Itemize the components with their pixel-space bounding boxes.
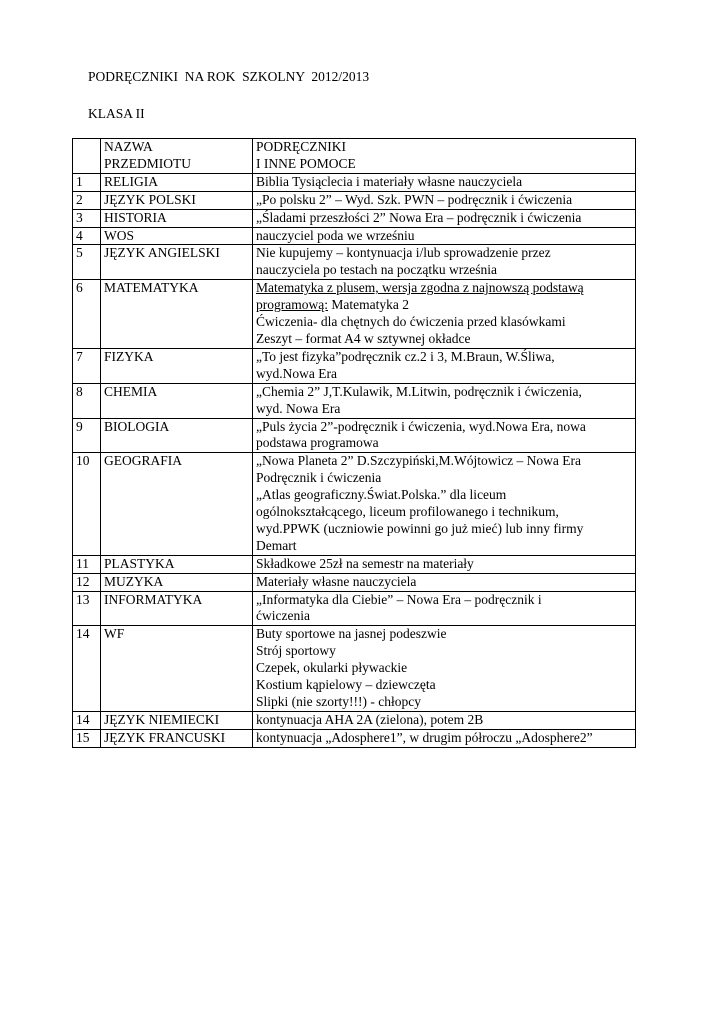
row-number-cell: 5	[73, 245, 101, 280]
materials-line: ogólnokształcącego, liceum profilowanego i technikum,	[256, 504, 559, 520]
subject-name-cell: WOS	[101, 227, 253, 245]
materials-text: Matematyka 2	[327, 297, 409, 313]
materials-line: ćwiczenia	[256, 608, 310, 624]
materials-line: Czepek, okularki pływackie	[256, 660, 408, 676]
materials-line: Składkowe 25zł na semestr na materiały	[256, 555, 474, 571]
subject-name-cell: CHEMIA	[101, 383, 253, 418]
materials-cell	[253, 729, 636, 747]
row-number-cell: 15	[73, 729, 101, 747]
class-heading: KLASA II	[88, 106, 145, 121]
textbook-table	[72, 138, 636, 748]
row-number-cell: 6	[73, 280, 101, 349]
table-row	[73, 711, 636, 729]
materials-line	[256, 280, 632, 297]
materials-cell	[253, 573, 636, 591]
materials-cell	[253, 383, 636, 418]
materials-line: „Puls życia 2”-podręcznik i ćwiczenia, wyd.Nowa Era, nowa	[256, 418, 586, 434]
table-row	[73, 555, 636, 573]
table-row	[73, 418, 636, 453]
table-row	[73, 348, 636, 383]
materials-cell	[253, 711, 636, 729]
row-number-cell: 1	[73, 173, 101, 191]
materials-cell	[253, 418, 636, 453]
row-number-cell: 8	[73, 383, 101, 418]
materials-line: Materiały własne nauczyciela	[256, 573, 417, 589]
materials-line: podstawa programowa	[256, 435, 379, 451]
header-subject-cell	[101, 139, 253, 174]
materials-line: Demart	[256, 537, 297, 553]
subject-name-cell: JĘZYK NIEMIECKI	[101, 711, 253, 729]
table-row	[73, 453, 636, 555]
subject-name-cell: JĘZYK POLSKI	[101, 191, 253, 209]
table-row	[73, 573, 636, 591]
underlined-text: Matematyka z plusem, wersja zgodna z najnowszą podstawą	[256, 280, 584, 296]
table-row	[73, 729, 636, 747]
table-row	[73, 280, 636, 349]
materials-cell	[253, 209, 636, 227]
header-subject-line: PRZEDMIOTU	[104, 155, 191, 171]
row-number-cell: 3	[73, 209, 101, 227]
subject-name-cell: FIZYKA	[101, 348, 253, 383]
subject-name-cell: RELIGIA	[101, 173, 253, 191]
table-row	[73, 626, 636, 712]
materials-line: kontynuacja AHA 2A (zielona), potem 2B	[256, 711, 484, 727]
materials-line: „Atlas geograficzny.Świat.Polska.” dla liceum	[256, 487, 507, 503]
materials-line: wyd.Nowa Era	[256, 365, 337, 381]
subject-name-cell: HISTORIA	[101, 209, 253, 227]
subject-name-cell: GEOGRAFIA	[101, 453, 253, 555]
subject-name-cell: WF	[101, 626, 253, 712]
header-books-cell	[253, 139, 636, 174]
materials-line	[256, 297, 632, 314]
header-number-cell	[73, 139, 101, 174]
materials-line: Biblia Tysiąclecia i materiały własne nauczyciela	[256, 173, 523, 189]
materials-line: nauczyciela po testach na początku września	[256, 262, 498, 278]
row-number-cell: 12	[73, 573, 101, 591]
table-row	[73, 591, 636, 626]
subject-name-cell: JĘZYK ANGIELSKI	[101, 245, 253, 280]
subject-name-cell: INFORMATYKA	[101, 591, 253, 626]
materials-cell	[253, 591, 636, 626]
row-number-cell: 13	[73, 591, 101, 626]
table-row	[73, 245, 636, 280]
row-number-cell: 10	[73, 453, 101, 555]
materials-line: Strój sportowy	[256, 643, 336, 659]
subject-name-cell: MATEMATYKA	[101, 280, 253, 349]
table-row	[73, 383, 636, 418]
subject-name-cell: MUZYKA	[101, 573, 253, 591]
materials-cell	[253, 453, 636, 555]
materials-cell	[253, 348, 636, 383]
table-header-row	[73, 139, 636, 174]
row-number-cell: 2	[73, 191, 101, 209]
table-row	[73, 173, 636, 191]
materials-line: Ćwiczenia- dla chętnych do ćwiczenia przed klasówkami	[256, 314, 566, 330]
materials-line: nauczyciel poda we wrześniu	[256, 227, 415, 243]
row-number-cell: 4	[73, 227, 101, 245]
underlined-text: programową:	[256, 297, 328, 313]
materials-line: Nie kupujemy – kontynuacja i/lub sprowadzenie przez	[256, 245, 551, 261]
table-row	[73, 209, 636, 227]
materials-line: Buty sportowe na jasnej podeszwie	[256, 626, 447, 642]
subject-name-cell: PLASTYKA	[101, 555, 253, 573]
materials-line: Slipki (nie szorty!!!) - chłopcy	[256, 694, 421, 709]
materials-line: wyd. Nowa Era	[256, 400, 341, 416]
materials-cell	[253, 191, 636, 209]
materials-line: „Po polsku 2” – Wyd. Szk. PWN – podręcznik i ćwiczenia	[256, 191, 573, 207]
header-subject-line: NAZWA	[104, 139, 153, 154]
materials-line: wyd.PPWK (uczniowie powinni go już mieć) lub inny firmy	[256, 520, 584, 536]
materials-line: „Śladami przeszłości 2” Nowa Era – podręcznik i ćwiczenia	[256, 209, 582, 225]
subject-name-cell: BIOLOGIA	[101, 418, 253, 453]
materials-cell	[253, 173, 636, 191]
materials-line: Podręcznik i ćwiczenia	[256, 470, 382, 486]
materials-line: kontynuacja „Adosphere1”, w drugim półroczu „Adosphere2”	[256, 729, 593, 745]
document-title: PODRĘCZNIKI NA ROK SZKOLNY 2012/2013	[88, 69, 370, 84]
materials-cell	[253, 227, 636, 245]
row-number-cell: 11	[73, 555, 101, 573]
materials-line: „Nowa Planeta 2” D.Szczypiński,M.Wójtowicz – Nowa Era	[256, 453, 582, 469]
subject-name-cell: JĘZYK FRANCUSKI	[101, 729, 253, 747]
materials-cell	[253, 555, 636, 573]
header-books-line: I INNE POMOCE	[256, 155, 356, 171]
materials-cell	[253, 280, 636, 349]
materials-cell	[253, 245, 636, 280]
materials-line: Zeszyt – format A4 w sztywnej okładce	[256, 330, 471, 346]
row-number-cell: 7	[73, 348, 101, 383]
table-row	[73, 191, 636, 209]
row-number-cell: 9	[73, 418, 101, 453]
row-number-cell: 14	[73, 711, 101, 729]
materials-cell	[253, 626, 636, 712]
row-number-cell: 14	[73, 626, 101, 712]
materials-line: Kostium kąpielowy – dziewczęta	[256, 677, 436, 693]
materials-line: „Informatyka dla Ciebie” – Nowa Era – podręcznik i	[256, 591, 542, 607]
materials-line: „To jest fizyka”podręcznik cz.2 i 3, M.Braun, W.Śliwa,	[256, 348, 555, 364]
table-row	[73, 227, 636, 245]
header-books-line: PODRĘCZNIKI	[256, 139, 346, 154]
materials-line: „Chemia 2” J,T.Kulawik, M.Litwin, podręcznik i ćwiczenia,	[256, 383, 582, 399]
